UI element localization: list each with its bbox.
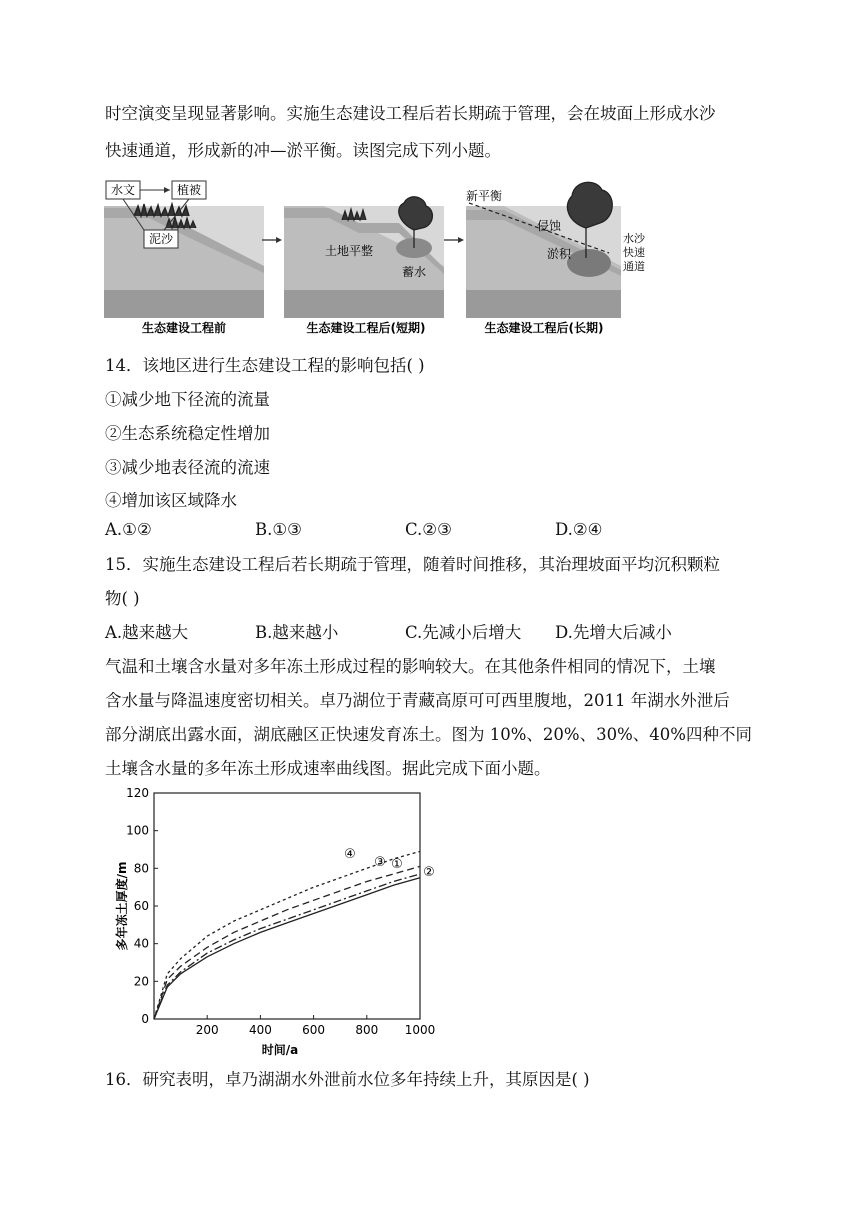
- y-tick-label: 120: [126, 786, 149, 800]
- y-tick-label: 60: [133, 899, 149, 913]
- y-tick-label: 80: [133, 861, 149, 876]
- q15-stem-line-1: 15．实施生态建设工程后若长期疏于管理，随着时间推移，其治理坡面平均沉积颗粒: [105, 555, 720, 574]
- caption-long-term: 生态建设工程后(长期): [484, 321, 604, 335]
- permafrost-chart: [112, 782, 442, 1057]
- series-line-3: [154, 866, 420, 1019]
- label-new-balance: 新平衡: [465, 189, 503, 203]
- q14-option-d[interactable]: D.②④: [555, 520, 603, 539]
- y-axis-label: 多年冻土厚度/m: [115, 861, 129, 951]
- series-label-1: ①: [391, 857, 403, 872]
- intro-line-2: 快速通道，形成新的冲—淤平衡。读图完成下列小题。: [105, 141, 501, 160]
- label-water-storage: 蓄水: [401, 265, 427, 279]
- q14-stem: 14．该地区进行生态建设工程的影响包括( ): [105, 356, 425, 375]
- y-tick-label: 0: [141, 1012, 149, 1026]
- series-label-3: ③: [374, 855, 386, 870]
- ecology-diagram: [104, 178, 649, 343]
- y-tick-label: 20: [133, 974, 149, 989]
- panel-short-term: [284, 197, 444, 335]
- x-tick-label: 600: [302, 1023, 326, 1037]
- q14-option-c[interactable]: C.②③: [405, 520, 452, 539]
- label-channel-1: 水沙: [623, 232, 645, 245]
- series-line-4: [154, 851, 420, 1019]
- q14-item-1: ①减少地下径流的流量: [105, 390, 270, 409]
- intro2-line-3: 部分湖底出露水面，湖底融区正快速发育冻土。图为 10%、20%、30%、40%四种不同: [105, 725, 752, 744]
- series-label-4: ④: [344, 847, 356, 862]
- q14-item-2: ②生态系统稳定性增加: [105, 424, 270, 443]
- caption-short-term: 生态建设工程后(短期): [306, 321, 426, 335]
- series-line-2: [154, 874, 420, 1019]
- q15-stem-line-2: 物( ): [105, 589, 140, 608]
- x-tick-label: 200: [195, 1023, 219, 1037]
- intro2-line-4: 土壤含水量的多年冻土形成速率曲线图。据此完成下面小题。: [105, 759, 551, 778]
- q15-option-d[interactable]: D.先增大后减小: [555, 623, 672, 642]
- label-channel-3: 通道: [623, 260, 645, 273]
- x-axis-label: 时间/a: [261, 1043, 299, 1057]
- label-erosion: 侵蚀: [536, 219, 562, 233]
- q14-option-b[interactable]: B.①③: [255, 520, 302, 539]
- x-tick-label: 400: [248, 1023, 272, 1037]
- y-tick-label: 100: [126, 823, 149, 838]
- q15-option-b[interactable]: B.越来越小: [255, 623, 339, 642]
- q16-stem: 16．研究表明，卓乃湖湖水外泄前水位多年持续上升，其原因是( ): [105, 1070, 590, 1089]
- q14-option-a[interactable]: A.①②: [105, 520, 152, 539]
- series-label-2: ②: [423, 865, 435, 880]
- caption-before: 生态建设工程前: [141, 321, 227, 335]
- series-line-1: [154, 878, 420, 1019]
- label-sediment: 泥沙: [148, 232, 174, 246]
- label-hydrology: 水文: [110, 183, 136, 197]
- q15-option-a[interactable]: A.越来越大: [105, 623, 189, 642]
- label-deposition: 淤积: [546, 247, 572, 261]
- y-tick-label: 40: [133, 936, 149, 951]
- x-tick-label: 1000: [404, 1023, 436, 1037]
- label-vegetation: 植被: [176, 183, 202, 197]
- q15-option-c[interactable]: C.先减小后增大: [405, 623, 522, 642]
- intro-line-1: 时空演变呈现显著影响。实施生态建设工程后若长期疏于管理，会在坡面上形成水沙: [105, 104, 716, 123]
- label-land-leveling: 土地平整: [324, 244, 374, 258]
- intro2-line-1: 气温和土壤含水量对多年冻土形成过程的影响较大。在其他条件相同的情况下，土壤: [105, 657, 716, 676]
- label-channel-2: 快速: [623, 246, 645, 259]
- x-tick-label: 800: [355, 1023, 379, 1037]
- q14-item-4: ④增加该区域降水: [105, 491, 237, 510]
- panel-before: [104, 181, 264, 335]
- panel-long-term: [466, 182, 646, 335]
- q14-item-3: ③减少地表径流的流速: [105, 458, 270, 477]
- intro2-line-2: 含水量与降温速度密切相关。卓乃湖位于青藏高原可可西里腹地，2011 年湖水外泄后: [105, 691, 730, 710]
- plot-frame: [154, 793, 420, 1019]
